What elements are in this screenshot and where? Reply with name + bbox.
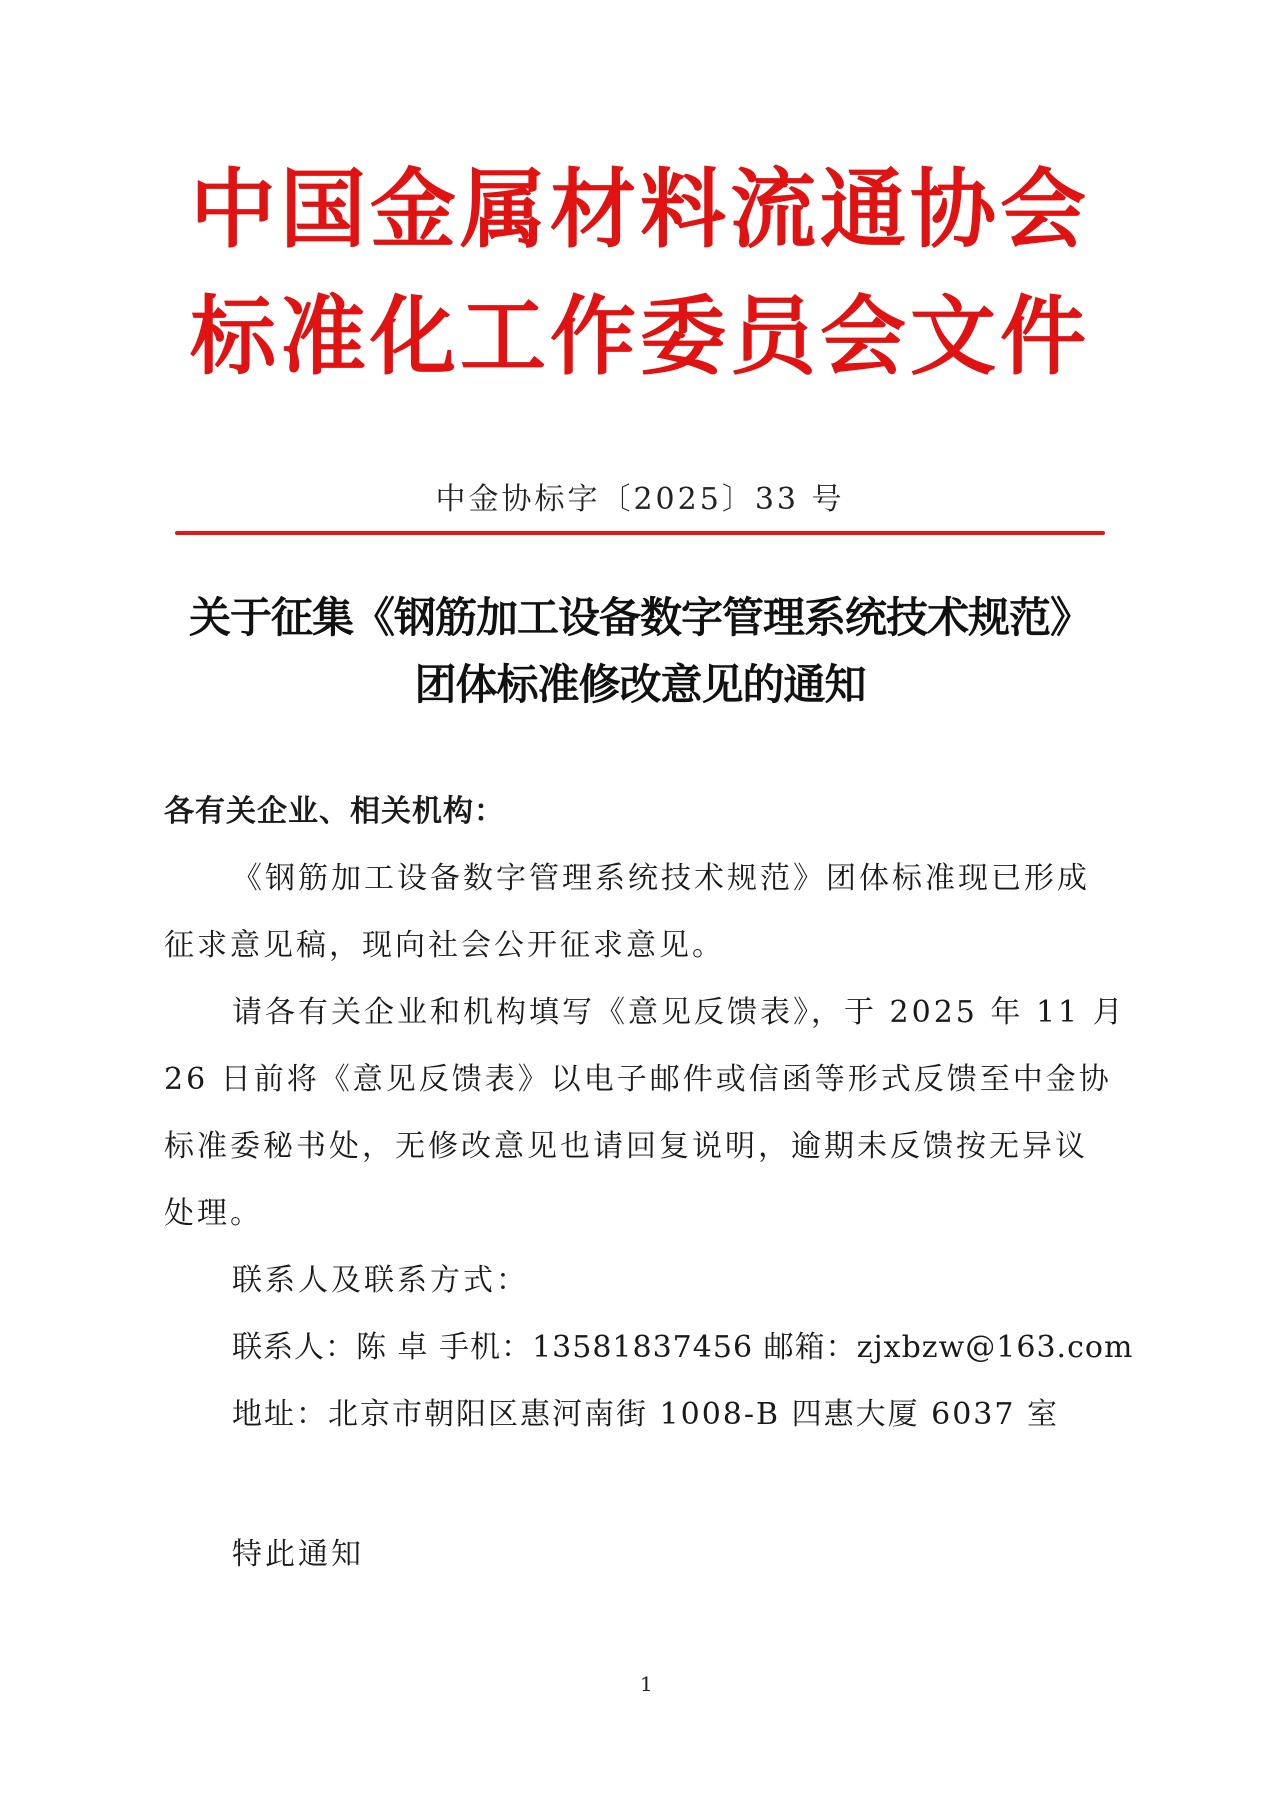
org-name-line2: 标准化工作委员会文件	[190, 287, 1090, 387]
paragraph-line: 26 日前将《意见反馈表》以电子邮件或信函等形式反馈至中金协	[164, 1062, 1112, 1097]
paragraph-line: 标准委秘书处，无修改意见也请回复说明，逾期未反馈按无异议	[164, 1129, 1088, 1164]
salutation: 各有关企业、相关机构：	[164, 794, 505, 829]
paragraph-line: 处理。	[164, 1196, 263, 1231]
paragraph-line: 征求意见稿，现向社会公开征求意见。	[164, 928, 725, 963]
address-info: 地址：北京市朝阳区惠河南街 1008-B 四惠大厦 6037 室	[232, 1397, 1060, 1432]
red-divider	[175, 531, 1105, 535]
closing-text: 特此通知	[232, 1537, 364, 1572]
org-name-line1: 中国金属材料流通协会	[190, 160, 1090, 260]
contact-info: 联系人：陈 卓 手机：13581837456 邮箱：zjxbzw@163.com	[232, 1330, 1134, 1365]
contact-heading: 联系人及联系方式：	[232, 1263, 529, 1298]
paragraph-line: 《钢筋加工设备数字管理系统技术规范》团体标准现已形成	[232, 861, 1090, 896]
notice-title-line2: 团体标准修改意见的通知	[414, 660, 866, 709]
notice-title-line1: 关于征集《钢筋加工设备数字管理系统技术规范》	[188, 593, 1091, 642]
page-number: 1	[640, 1672, 653, 1696]
document-number: 中金协标字〔2025〕33 号	[435, 482, 845, 517]
paragraph-line: 请各有关企业和机构填写《意见反馈表》，于 2025 年 11 月	[232, 995, 1126, 1030]
